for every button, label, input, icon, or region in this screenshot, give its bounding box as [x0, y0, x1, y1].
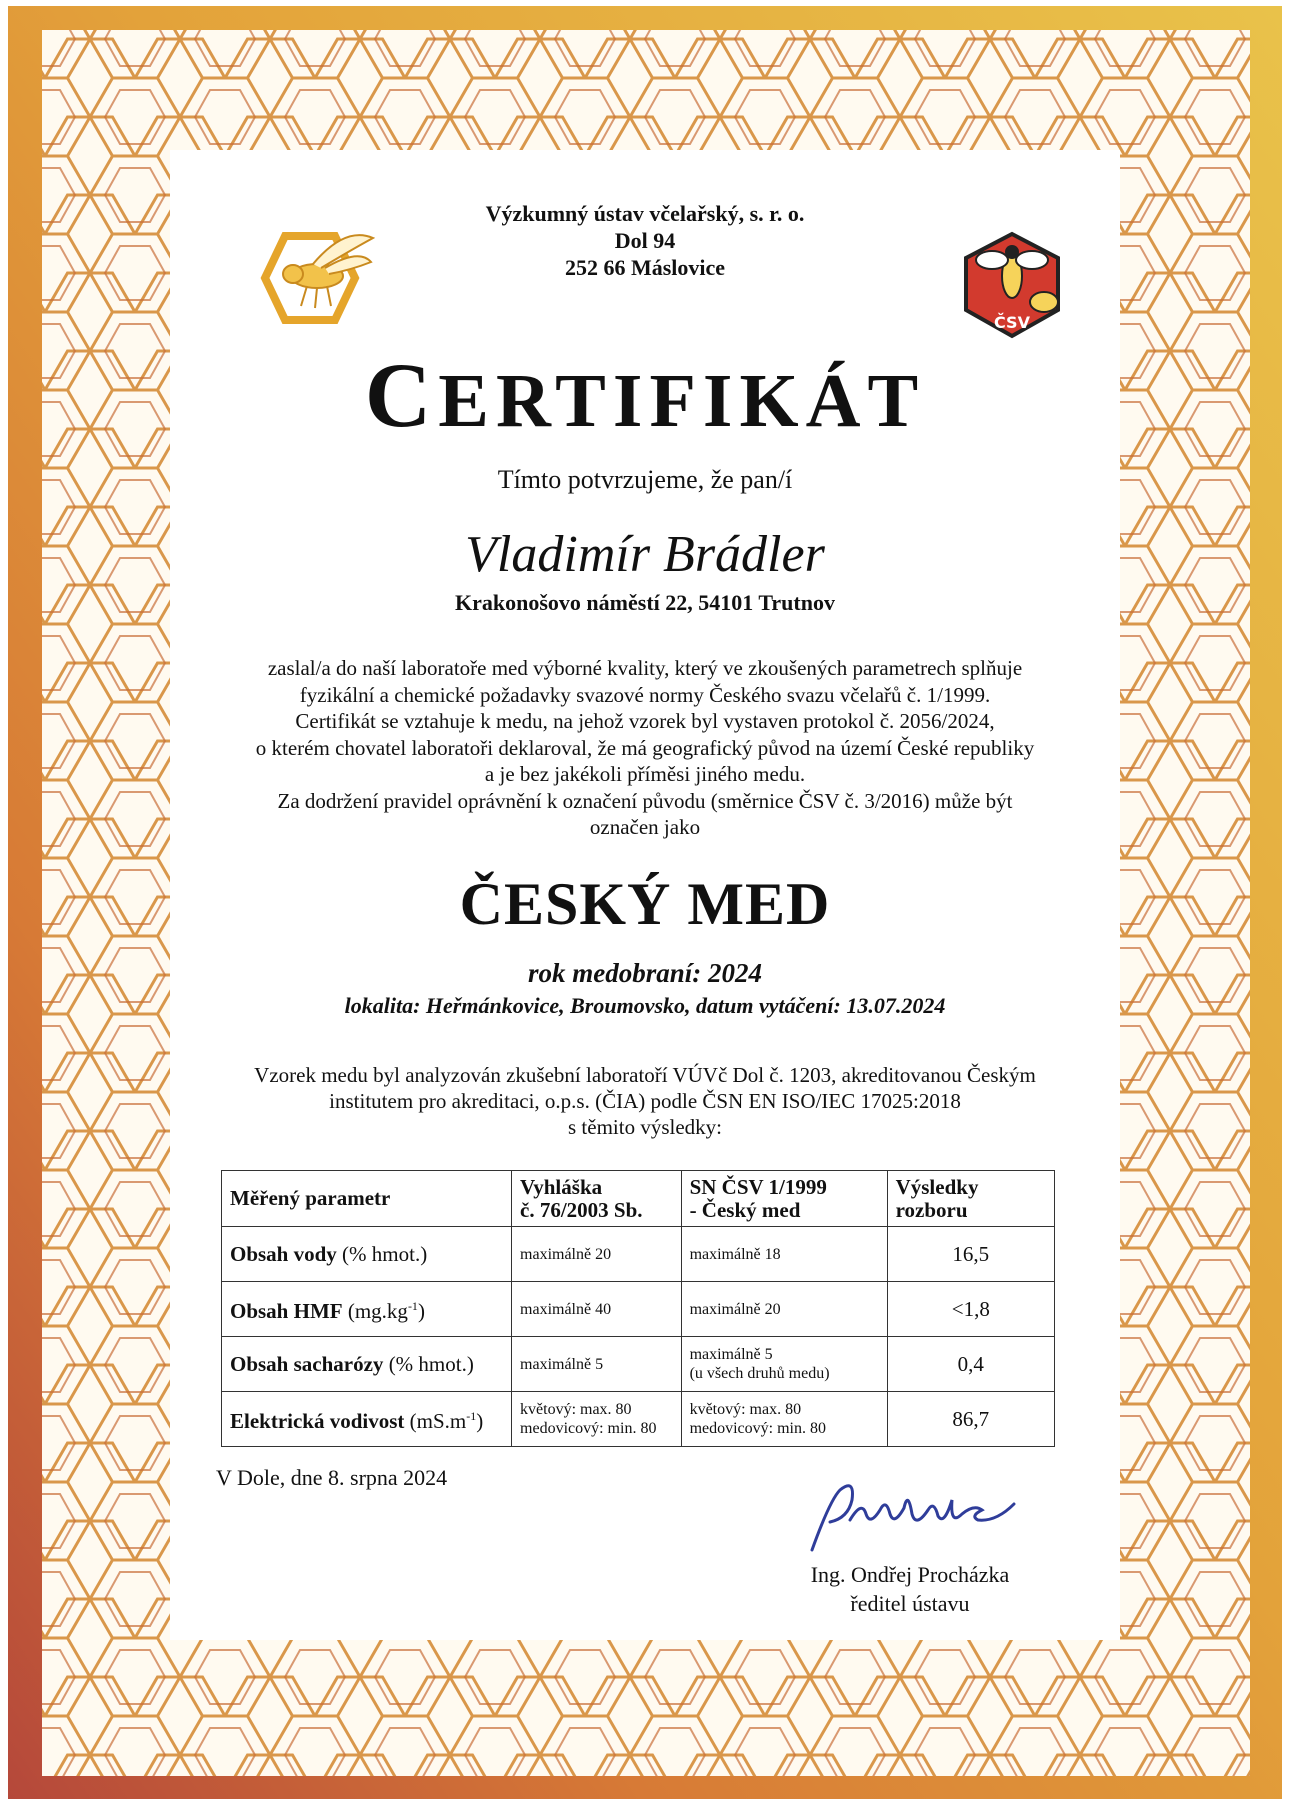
decree-cell: květový: max. 80 medovicový: min. 80	[512, 1392, 682, 1447]
header-result: Výsledky rozboru	[887, 1171, 1054, 1227]
param-cell: Obsah sacharózy (% hmot.)	[222, 1337, 512, 1392]
institution-street: Dol 94	[614, 228, 676, 253]
header-norm: SN ČSV 1/1999 - Český med	[681, 1171, 887, 1227]
signature-image	[800, 1470, 1020, 1565]
certificate-body	[170, 655, 1120, 841]
table-row	[222, 1337, 1055, 1392]
body-line: o kterém chovatel laboratoři deklaroval, že má geografický původ na území České republiky	[255, 735, 1035, 760]
analysis-line: institutem pro akreditaci, o.p.s. (ČIA) podle ČSN EN ISO/IEC 17025:2018	[329, 1089, 961, 1113]
analysis-line: Vzorek medu byl analyzován zkušební laboratoří VÚVč Dol č. 1203, akreditovanou Českým	[254, 1063, 1036, 1087]
recipient-name: Vladimír Brádler	[465, 526, 825, 583]
result-cell: 16,5	[887, 1227, 1054, 1282]
result-cell: <1,8	[887, 1282, 1054, 1337]
signatory-name: Ing. Ondřej Procházka	[810, 1562, 1010, 1587]
norm-cell: maximálně 20	[681, 1282, 887, 1337]
institution-header	[170, 200, 1120, 281]
locality: lokalita: Heřmánkovice, Broumovsko, datum vytáčení: 13.07.2024	[344, 993, 946, 1018]
decree-cell: maximálně 5	[512, 1337, 682, 1392]
norm-cell: maximálně 18	[681, 1227, 887, 1282]
body-line: Certifikát se vztahuje k medu, na jehož vzorek byl vystaven protokol č. 2056/2024,	[295, 709, 995, 733]
results-table	[221, 1170, 1055, 1447]
body-line: a je bez jakékoli příměsi jiného medu.	[484, 762, 806, 786]
norm-cell: maximálně 5 (u všech druhů medu)	[681, 1337, 887, 1392]
csv-emblem-text: ČSV	[994, 313, 1030, 332]
institution-city: 252 66 Máslovice	[564, 255, 726, 280]
table-header-row	[222, 1171, 1055, 1227]
result-cell: 86,7	[887, 1392, 1054, 1447]
place-date: V Dole, dne 8. srpna 2024	[216, 1465, 448, 1490]
recipient-address: Krakonošovo náměstí 22, 54101 Trutnov	[455, 590, 835, 615]
table-row	[222, 1282, 1055, 1337]
param-cell: Obsah HMF $(mg.kg^{-1})$	[222, 1282, 512, 1337]
institution-name: Výzkumný ústav včelařský, s. r. o.	[485, 201, 805, 226]
table-row	[222, 1227, 1055, 1282]
body-line: označen jako	[589, 815, 701, 839]
body-line: zaslal/a do naší laboratoře med výborné kvality, který ve zkoušených parametrech splňuje	[267, 656, 1023, 680]
header-param: Měřený parametr	[222, 1171, 512, 1227]
certificate-title: CERTIFIKÁT	[364, 344, 926, 446]
signatory-role: ředitel ústavu	[850, 1591, 970, 1616]
param-cell: Elektrická vodivost $(mS.m^{-1})$	[222, 1392, 512, 1447]
param-cell: Obsah vody (% hmot.)	[222, 1227, 512, 1282]
norm-cell: květový: max. 80 medovicový: min. 80	[681, 1392, 887, 1447]
designation: ČESKÝ MED	[459, 871, 831, 937]
body-line: Za dodržení pravidel oprávnění k označení původu (směrnice ČSV č. 3/2016) může být	[277, 788, 1013, 813]
analysis-line: s těmito výsledky:	[568, 1115, 722, 1139]
table-row	[222, 1392, 1055, 1447]
signatory	[760, 1560, 1060, 1618]
harvest-year: rok medobraní: 2024	[527, 958, 762, 988]
body-line: fyzikální a chemické požadavky svazové normy Českého svazu včelařů č. 1/1999.	[299, 682, 991, 707]
decree-cell: maximálně 40	[512, 1282, 682, 1337]
analysis-text	[170, 1062, 1120, 1140]
decree-cell: maximálně 20	[512, 1227, 682, 1282]
header-decree: Vyhláška č. 76/2003 Sb.	[512, 1171, 682, 1227]
confirm-text: Tímto potvrzujeme, že pan/í	[497, 465, 793, 494]
certificate-page	[170, 150, 1120, 1640]
result-cell: 0,4	[887, 1337, 1054, 1392]
